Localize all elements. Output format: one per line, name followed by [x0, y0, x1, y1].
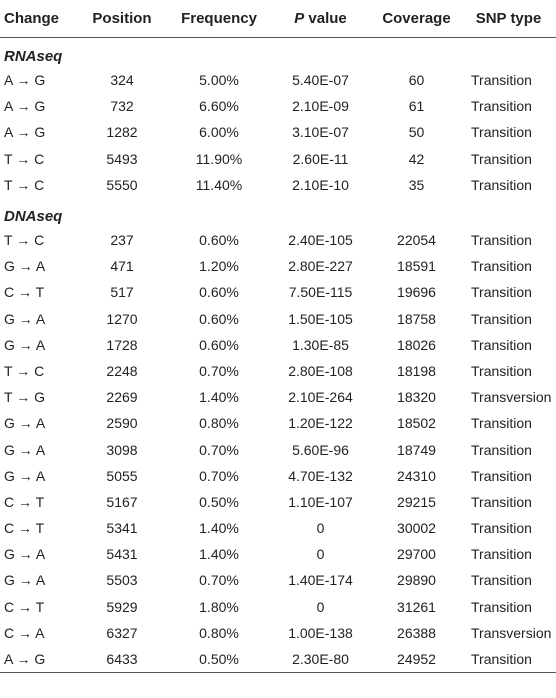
- cell-frequency: 1.40%: [199, 546, 239, 563]
- cell-position: 5493: [106, 150, 138, 167]
- header-frequency: Frequency: [169, 0, 269, 38]
- table-row: [0, 410, 556, 436]
- section-row: [0, 38, 556, 68]
- header-p-rest: value: [304, 10, 347, 27]
- cell-frequency: 0.60%: [199, 232, 239, 249]
- cell-snp-type: Transition: [471, 284, 532, 301]
- cell-change: T → G: [4, 389, 45, 406]
- cell-p-value: 2.10E-09: [292, 98, 349, 115]
- cell-p-value: 2.10E-10: [292, 176, 349, 193]
- cell-change: G → A: [4, 336, 46, 353]
- cell-coverage: 42: [408, 150, 425, 167]
- cell-frequency: 6.00%: [199, 124, 239, 141]
- cell-change: G → A: [4, 441, 46, 458]
- cell-p-value: 3.10E-07: [292, 124, 349, 141]
- cell-p-value: 0: [316, 546, 325, 563]
- cell-snp-type: Transition: [471, 124, 532, 141]
- table-row: [0, 358, 556, 384]
- cell-coverage: 35: [408, 176, 425, 193]
- cell-coverage: 29700: [397, 546, 436, 563]
- cell-change: G → A: [4, 572, 46, 589]
- header-p-letter: P: [294, 10, 305, 27]
- section-row: [0, 198, 556, 227]
- cell-position: 2248: [106, 362, 138, 379]
- cell-coverage: 18320: [397, 389, 436, 406]
- cell-frequency: 1.20%: [199, 258, 239, 275]
- cell-frequency: 0.60%: [199, 336, 239, 353]
- cell-position: 732: [110, 98, 134, 115]
- cell-frequency: 0.60%: [199, 284, 239, 301]
- cell-p-value: 1.40E-174: [288, 572, 353, 589]
- cell-change: G → A: [4, 310, 46, 327]
- cell-snp-type: Transition: [471, 520, 532, 537]
- cell-p-value: 2.10E-264: [288, 389, 353, 406]
- table-row: [0, 332, 556, 358]
- cell-snp-type: Transition: [461, 646, 556, 673]
- table-row: [0, 620, 556, 646]
- table-row: [0, 119, 556, 145]
- cell-frequency: 5.00%: [199, 72, 239, 89]
- cell-p-value: 0: [316, 520, 325, 537]
- cell-position: 6327: [106, 624, 138, 641]
- cell-position: 5055: [106, 467, 138, 484]
- table-row: [0, 306, 556, 332]
- cell-snp-type: Transition: [471, 232, 532, 249]
- cell-p-value: 1.30E-85: [292, 336, 349, 353]
- cell-coverage: 18758: [397, 310, 436, 327]
- cell-coverage: 26388: [397, 624, 436, 641]
- header-change: Change: [0, 0, 75, 38]
- table-row: [0, 515, 556, 541]
- cell-p-value: 0: [316, 598, 325, 615]
- cell-change: A → G: [4, 98, 46, 115]
- cell-coverage: 24952: [372, 646, 461, 673]
- cell-position: 1282: [106, 124, 138, 141]
- cell-position: 324: [110, 72, 134, 89]
- cell-snp-type: Transition: [471, 441, 532, 458]
- cell-p-value: 5.40E-07: [292, 72, 349, 89]
- cell-snp-type: Transition: [471, 98, 532, 115]
- cell-snp-type: Transition: [471, 546, 532, 563]
- cell-change: C → T: [4, 520, 45, 537]
- table-row: [0, 436, 556, 462]
- cell-p-value: 1.00E-138: [288, 624, 353, 641]
- cell-change: C → T: [4, 493, 45, 510]
- cell-coverage: 31261: [397, 598, 436, 615]
- table-header: [0, 0, 556, 38]
- cell-p-value: 1.10E-107: [288, 493, 353, 510]
- cell-change: T → C: [4, 232, 45, 249]
- table-row: [0, 279, 556, 305]
- cell-position: 5167: [106, 493, 138, 510]
- cell-coverage: 60: [408, 72, 425, 89]
- cell-change: G → A: [4, 467, 46, 484]
- cell-frequency: 0.50%: [169, 646, 269, 673]
- cell-p-value: 5.60E-96: [292, 441, 349, 458]
- cell-frequency: 1.40%: [199, 389, 239, 406]
- cell-position: 5503: [106, 572, 138, 589]
- cell-p-value: 1.20E-122: [288, 415, 353, 432]
- cell-frequency: 0.70%: [199, 441, 239, 458]
- table-body: [0, 38, 556, 673]
- cell-snp-type: Transversion: [471, 389, 552, 406]
- cell-snp-type: Transition: [471, 258, 532, 275]
- cell-change: C → T: [4, 598, 45, 615]
- cell-p-value: 2.60E-11: [292, 150, 349, 167]
- cell-snp-type: Transition: [471, 493, 532, 510]
- cell-position: 5341: [106, 520, 138, 537]
- table-row: [0, 594, 556, 620]
- header-p-value: [269, 0, 372, 38]
- cell-snp-type: Transition: [471, 72, 532, 89]
- table-row: [0, 172, 556, 198]
- header-row: [0, 0, 556, 38]
- cell-position: 3098: [106, 441, 138, 458]
- cell-snp-type: Transition: [471, 598, 532, 615]
- cell-frequency: 0.60%: [199, 310, 239, 327]
- cell-snp-type: Transition: [471, 415, 532, 432]
- cell-coverage: 18026: [397, 336, 436, 353]
- cell-snp-type: Transition: [471, 310, 532, 327]
- table-row: [0, 567, 556, 593]
- cell-position: 471: [110, 258, 134, 275]
- cell-coverage: 29890: [397, 572, 436, 589]
- cell-snp-type: Transition: [471, 362, 532, 379]
- cell-snp-type: Transition: [471, 572, 532, 589]
- header-coverage: Coverage: [372, 0, 461, 38]
- cell-coverage: 18749: [397, 441, 436, 458]
- table-row: [0, 489, 556, 515]
- cell-change: G → A: [4, 258, 46, 275]
- cell-frequency: 6.60%: [199, 98, 239, 115]
- cell-position: 1728: [106, 336, 138, 353]
- cell-snp-type: Transition: [471, 176, 532, 193]
- cell-frequency: 11.40%: [195, 176, 243, 193]
- table-row: [0, 253, 556, 279]
- cell-coverage: 19696: [397, 284, 436, 301]
- cell-position: 5431: [106, 546, 138, 563]
- cell-change: T → C: [4, 176, 45, 193]
- cell-position: 2590: [106, 415, 138, 432]
- cell-coverage: 22054: [397, 232, 436, 249]
- table-row: [0, 227, 556, 253]
- cell-frequency: 0.50%: [199, 493, 239, 510]
- cell-p-value: 7.50E-115: [288, 284, 353, 301]
- cell-position: 2269: [106, 389, 138, 406]
- cell-coverage: 18502: [397, 415, 436, 432]
- cell-frequency: 1.40%: [199, 520, 239, 537]
- table-row: [0, 646, 556, 673]
- cell-p-value: 2.30E-80: [269, 646, 372, 673]
- cell-change: G → A: [4, 415, 46, 432]
- cell-p-value: 2.40E-105: [288, 232, 353, 249]
- cell-coverage: 18198: [397, 362, 436, 379]
- cell-p-value: 1.50E-105: [288, 310, 353, 327]
- cell-change: C → T: [4, 284, 45, 301]
- table-row: [0, 463, 556, 489]
- cell-frequency: 0.70%: [199, 572, 239, 589]
- cell-coverage: 61: [408, 98, 425, 115]
- cell-position: 5550: [106, 176, 138, 193]
- cell-coverage: 50: [408, 124, 425, 141]
- cell-snp-type: Transition: [471, 336, 532, 353]
- cell-position: 5929: [106, 598, 138, 615]
- cell-change: A → G: [4, 124, 46, 141]
- cell-frequency: 0.80%: [199, 415, 239, 432]
- cell-coverage: 30002: [397, 520, 436, 537]
- cell-frequency: 0.80%: [199, 624, 239, 641]
- table-row: [0, 146, 556, 172]
- table-row: [0, 541, 556, 567]
- section-title: RNAseq: [4, 48, 63, 65]
- cell-frequency: 11.90%: [195, 150, 243, 167]
- cell-change: T → C: [4, 362, 45, 379]
- cell-coverage: 29215: [397, 493, 436, 510]
- cell-change: A → G: [0, 646, 75, 673]
- cell-change: G → A: [4, 546, 46, 563]
- cell-position: 517: [110, 284, 134, 301]
- header-position: Position: [75, 0, 169, 38]
- table-row: [0, 384, 556, 410]
- cell-frequency: 0.70%: [199, 467, 239, 484]
- cell-change: T → C: [4, 150, 45, 167]
- table-row: [0, 67, 556, 93]
- cell-snp-type: Transition: [471, 150, 532, 167]
- cell-frequency: 0.70%: [199, 362, 239, 379]
- cell-p-value: 2.80E-227: [288, 258, 353, 275]
- cell-p-value: 4.70E-132: [288, 467, 353, 484]
- cell-position: 237: [110, 232, 134, 249]
- cell-position: 6433: [75, 646, 169, 673]
- cell-p-value: 2.80E-108: [288, 362, 353, 379]
- cell-change: A → G: [4, 72, 46, 89]
- table-row: [0, 93, 556, 119]
- cell-frequency: 1.80%: [199, 598, 239, 615]
- cell-snp-type: Transition: [471, 467, 532, 484]
- cell-coverage: 24310: [397, 467, 436, 484]
- header-snp-type: SNP type: [461, 0, 556, 38]
- section-title: DNAseq: [4, 207, 63, 225]
- cell-change: C → A: [4, 624, 45, 641]
- cell-coverage: 18591: [397, 258, 436, 275]
- cell-snp-type: Transversion: [471, 624, 552, 641]
- cell-position: 1270: [106, 310, 138, 327]
